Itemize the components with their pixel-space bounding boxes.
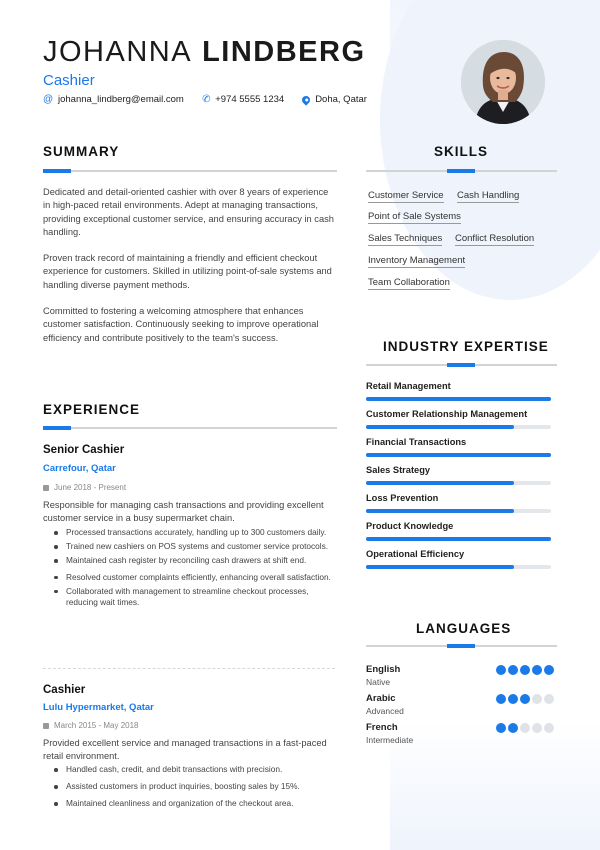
- expertise-bar-fill: [366, 509, 514, 513]
- expertise-bar: [366, 453, 551, 457]
- at-icon: @: [43, 94, 54, 105]
- expertise-label: Financial Transactions: [366, 437, 467, 447]
- expertise-bar: [366, 481, 551, 485]
- language-level: Native: [366, 677, 391, 687]
- expertise-bar: [366, 565, 551, 569]
- job-1-dates: [43, 483, 126, 492]
- skill-tag: Inventory Management: [368, 255, 466, 266]
- last-name: LINDBERG: [202, 36, 366, 68]
- expertise-bar-fill: [366, 537, 551, 541]
- job-1-bullets: [52, 527, 337, 608]
- contact-email[interactable]: [43, 94, 184, 105]
- language-name: Arabic: [366, 693, 396, 704]
- expertise-bar: [366, 397, 551, 401]
- summary-rule: [43, 170, 337, 172]
- summary-heading: SUMMARY: [43, 144, 120, 159]
- expertise-bar-fill: [366, 397, 551, 401]
- language-rating: [496, 723, 554, 733]
- list-item: Handled cash, credit, and debit transactions with precision.: [52, 764, 337, 775]
- skills-rule: [366, 170, 557, 172]
- rating-dot: [532, 665, 542, 675]
- rating-dot: [544, 723, 554, 733]
- expertise-bar-fill: [366, 565, 514, 569]
- skill-tag: Point of Sale Systems: [368, 211, 461, 222]
- expertise-rule: [366, 364, 557, 366]
- email-text: johanna_lindberg@email.com: [58, 94, 184, 105]
- rating-dot: [496, 694, 506, 704]
- languages-heading: LANGUAGES: [416, 621, 512, 636]
- contact-location: [302, 94, 367, 105]
- contact-phone[interactable]: [202, 94, 284, 105]
- languages-rule: [366, 645, 557, 647]
- expertise-heading: INDUSTRY EXPERTISE: [383, 339, 549, 354]
- rating-dot: [532, 723, 542, 733]
- job-1-title: Senior Cashier: [43, 444, 125, 456]
- summary-paragraph-2: Proven track record of maintaining a friendly and efficient checkout experience for customers. Skilled in utilizing point-of-sale systems and handling diverse payment methods.: [43, 253, 332, 290]
- job-2-description: Provided excellent service and managed transactions in a fast-paced retail environment.: [43, 738, 327, 761]
- location-text: Doha, Qatar: [315, 94, 367, 105]
- rating-dot: [544, 665, 554, 675]
- experience-rule: [43, 427, 337, 429]
- calendar-icon: [43, 485, 49, 491]
- calendar-icon: [43, 723, 49, 729]
- job-2-title: Cashier: [43, 684, 86, 696]
- list-item: Processed transactions accurately, handling up to 300 customers daily.: [52, 527, 337, 538]
- list-item: Trained new cashiers on POS systems and customer service protocols.: [52, 541, 337, 552]
- rating-dot: [520, 665, 530, 675]
- skill-tag: Conflict Resolution: [455, 233, 535, 244]
- job-title: Cashier: [43, 72, 95, 89]
- expertise-bar: [366, 537, 551, 541]
- skill-tag: Team Collaboration: [368, 277, 450, 288]
- skill-tag: Customer Service: [368, 190, 444, 201]
- rating-dot: [508, 694, 518, 704]
- skill-tag: Sales Techniques: [368, 233, 443, 244]
- job-1-company: Carrefour, Qatar: [43, 463, 116, 474]
- rating-dot: [508, 723, 518, 733]
- summary-paragraph-1: Dedicated and detail-oriented cashier with over 8 years of experience in high-paced retail environments. Adept at managing transactions, providing exceptional customer service, and ensuring accuracy in cash handling.: [43, 187, 334, 237]
- rating-dot: [520, 694, 530, 704]
- first-name: JOHANNA: [43, 36, 193, 68]
- language-rating: [496, 665, 554, 675]
- skill-tag: Cash Handling: [457, 190, 520, 201]
- contact-row: [43, 94, 367, 105]
- job-2-bullets: [52, 764, 337, 810]
- rating-dot: [532, 694, 542, 704]
- summary-paragraph-3: Committed to fostering a welcoming atmosphere that enhances customer satisfaction. Continuously seeking to improve operational efficiency and contribute positively to the team's success.: [43, 306, 319, 343]
- expertise-bar: [366, 425, 551, 429]
- expertise-bar-fill: [366, 425, 514, 429]
- list-item: Collaborated with management to streamline checkout processes, reducing wait times.: [52, 586, 337, 608]
- expertise-label: Product Knowledge: [366, 521, 454, 531]
- rating-dot: [496, 723, 506, 733]
- job-1-dates-text: June 2018 - Present: [54, 483, 127, 492]
- phone-text: +974 5555 1234: [215, 94, 285, 105]
- language-rating: [496, 694, 554, 704]
- expertise-label: Customer Relationship Management: [366, 409, 528, 419]
- candidate-name: [43, 36, 366, 69]
- expertise-bar-fill: [366, 481, 514, 485]
- rating-dot: [520, 723, 530, 733]
- phone-icon: ✆: [200, 93, 212, 106]
- job-divider: [43, 668, 335, 669]
- job-2-company: Lulu Hypermarket, Qatar: [43, 702, 154, 713]
- location-pin-icon: [301, 94, 312, 105]
- language-level: Advanced: [366, 706, 404, 716]
- rating-dot: [496, 665, 506, 675]
- rating-dot: [544, 694, 554, 704]
- list-item: Maintained cleanliness and organization of the checkout area.: [52, 798, 337, 809]
- job-1-description: Responsible for managing cash transactions and providing excellent customer service in a busy supermarket chain.: [43, 500, 324, 523]
- expertise-bar-fill: [366, 453, 551, 457]
- avatar: [461, 40, 545, 124]
- expertise-bar: [366, 509, 551, 513]
- experience-heading: EXPERIENCE: [43, 402, 141, 417]
- expertise-label: Retail Management: [366, 381, 451, 391]
- language-name: English: [366, 664, 401, 675]
- rating-dot: [508, 665, 518, 675]
- expertise-label: Sales Strategy: [366, 465, 431, 475]
- language-level: Intermediate: [366, 735, 414, 745]
- job-2-dates: [43, 721, 139, 730]
- list-item: Resolved customer complaints efficiently, enhancing overall satisfaction.: [52, 572, 337, 583]
- list-item: Maintained cash register by reconciling cash drawers at shift end.: [52, 555, 337, 566]
- expertise-label: Operational Efficiency: [366, 549, 465, 559]
- expertise-label: Loss Prevention: [366, 493, 439, 503]
- skills-heading: SKILLS: [434, 144, 489, 159]
- list-item: Assisted customers in product inquiries, boosting sales by 15%.: [52, 781, 337, 792]
- job-2-dates-text: March 2015 - May 2018: [54, 721, 139, 730]
- language-name: French: [366, 722, 398, 733]
- portrait-photo: [461, 40, 545, 124]
